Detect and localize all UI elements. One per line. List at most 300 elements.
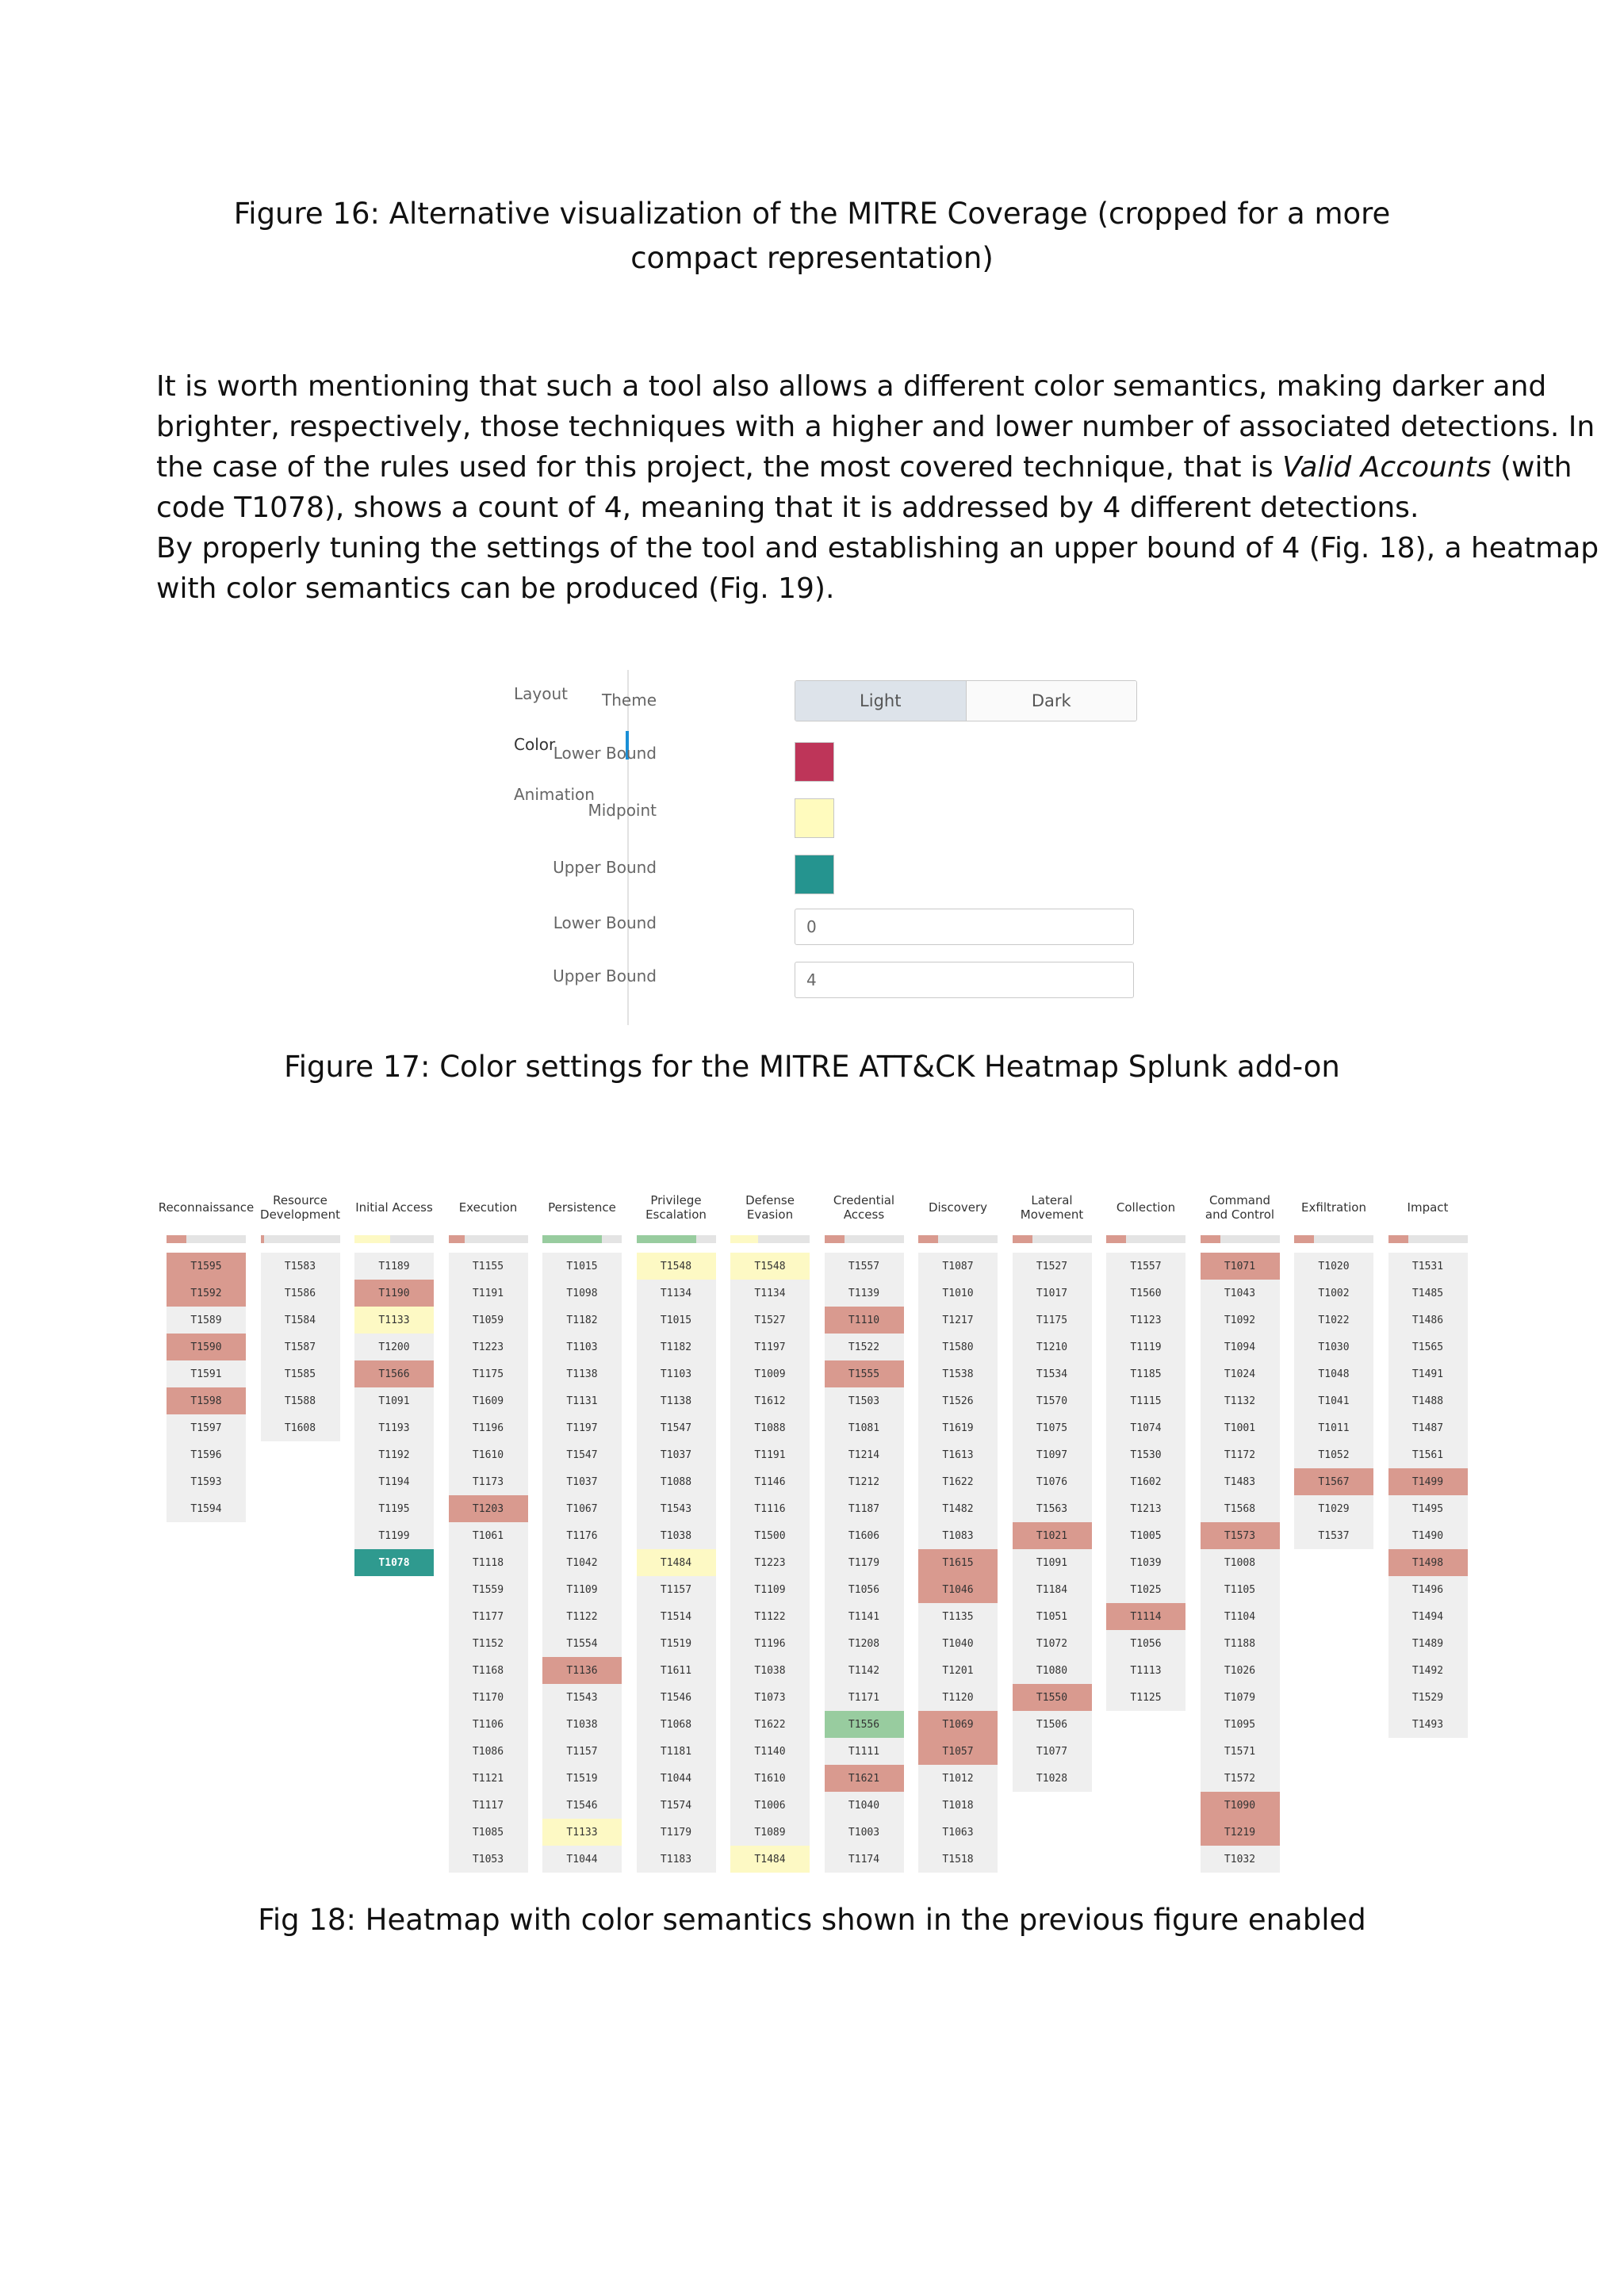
technique-cell[interactable]: T1141 bbox=[848, 1610, 880, 1623]
technique-cell[interactable]: T1011 bbox=[1318, 1422, 1350, 1434]
lower-bound-color-label: Lower Bound bbox=[553, 744, 657, 763]
technique-cell[interactable]: T1565 bbox=[1411, 1341, 1444, 1353]
technique-cell[interactable]: T1543 bbox=[660, 1502, 692, 1515]
technique-cell[interactable]: T1622 bbox=[942, 1475, 974, 1488]
technique-cell[interactable]: T1482 bbox=[942, 1502, 974, 1515]
technique-cell[interactable]: T1559 bbox=[472, 1583, 504, 1596]
technique-cell[interactable]: T1538 bbox=[942, 1368, 974, 1380]
technique-cell[interactable]: T1190 bbox=[354, 1280, 434, 1307]
technique-cell[interactable]: T1010 bbox=[942, 1287, 974, 1299]
technique-cell[interactable]: T1483 bbox=[1224, 1475, 1256, 1488]
technique-cell[interactable]: T1041 bbox=[1318, 1395, 1350, 1407]
technique-cell[interactable]: T1081 bbox=[848, 1422, 880, 1434]
technique-cell[interactable]: T1182 bbox=[566, 1314, 598, 1326]
technique-cell[interactable]: T1068 bbox=[660, 1718, 692, 1731]
technique-cell[interactable]: T1173 bbox=[472, 1475, 504, 1488]
technique-cell[interactable]: T1044 bbox=[660, 1772, 692, 1785]
technique-cell[interactable]: T1594 bbox=[190, 1502, 222, 1515]
technique-cell[interactable]: T1500 bbox=[754, 1529, 786, 1542]
theme-toggle[interactable] bbox=[795, 680, 1137, 721]
technique-cell[interactable]: T1025 bbox=[1130, 1583, 1162, 1596]
technique-cell[interactable]: T1570 bbox=[1036, 1395, 1068, 1407]
technique-cell[interactable]: T1056 bbox=[848, 1583, 880, 1596]
technique-cell[interactable]: T1543 bbox=[566, 1691, 598, 1704]
technique-cell[interactable]: T1181 bbox=[660, 1745, 692, 1758]
technique-cell[interactable]: T1557 bbox=[848, 1260, 880, 1272]
technique-cell[interactable]: T1039 bbox=[1130, 1556, 1162, 1569]
technique-cell[interactable]: T1573 bbox=[1201, 1522, 1280, 1549]
technique-cell[interactable]: T1133 bbox=[354, 1307, 434, 1334]
tactic-column bbox=[1388, 1191, 1468, 1738]
technique-cell[interactable]: T1009 bbox=[754, 1368, 786, 1380]
tactic-coverage-fill bbox=[542, 1235, 602, 1243]
lower-bound-color-swatch[interactable] bbox=[795, 742, 834, 782]
figure-18-caption: Fig 18: Heatmap with color semantics shown in the previous figure enabled bbox=[258, 1903, 1366, 1937]
technique-cell[interactable]: T1176 bbox=[566, 1529, 598, 1542]
technique-cell[interactable]: T1157 bbox=[660, 1583, 692, 1596]
technique-cell[interactable]: T1057 bbox=[918, 1738, 998, 1765]
technique-cell[interactable]: T1537 bbox=[1318, 1529, 1350, 1542]
technique-cell[interactable]: T1184 bbox=[1036, 1583, 1068, 1596]
technique-cell[interactable]: T1183 bbox=[660, 1853, 692, 1866]
paragraph-line: It is worth mentioning that such a tool also allows a different color semantics, making darker and bbox=[156, 370, 1547, 403]
technique-cell[interactable]: T1123 bbox=[1130, 1314, 1162, 1326]
technique-cell[interactable]: T1120 bbox=[942, 1691, 974, 1704]
theme-label: Theme bbox=[602, 691, 657, 710]
technique-cell[interactable]: T1548 bbox=[637, 1253, 716, 1280]
technique-cell[interactable]: T1071 bbox=[1201, 1253, 1280, 1280]
technique-cell[interactable]: T1037 bbox=[660, 1448, 692, 1461]
technique-cell[interactable]: T1078 bbox=[354, 1549, 434, 1576]
technique-cell[interactable]: T1125 bbox=[1130, 1691, 1162, 1704]
technique-cell[interactable]: T1098 bbox=[566, 1287, 598, 1299]
technique-cell[interactable]: T1106 bbox=[472, 1718, 504, 1731]
technique-cell[interactable]: T1531 bbox=[1411, 1260, 1444, 1272]
technique-cell[interactable]: T1518 bbox=[942, 1853, 974, 1866]
technique-list bbox=[637, 1253, 716, 1873]
tactic-coverage-fill bbox=[1388, 1235, 1408, 1243]
technique-cell[interactable]: T1134 bbox=[754, 1287, 786, 1299]
technique-cell[interactable]: T1527 bbox=[754, 1314, 786, 1326]
technique-cell[interactable]: T1103 bbox=[566, 1341, 598, 1353]
technique-cell[interactable]: T1067 bbox=[566, 1502, 598, 1515]
technique-cell[interactable]: T1597 bbox=[190, 1422, 222, 1434]
technique-cell[interactable]: T1119 bbox=[1130, 1341, 1162, 1353]
technique-cell[interactable]: T1103 bbox=[660, 1368, 692, 1380]
tactic-coverage-fill bbox=[637, 1235, 696, 1243]
technique-cell[interactable]: T1563 bbox=[1036, 1502, 1068, 1515]
technique-cell[interactable]: T1118 bbox=[472, 1556, 504, 1569]
technique-cell[interactable]: T1561 bbox=[1411, 1448, 1444, 1461]
technique-cell[interactable]: T1195 bbox=[378, 1502, 410, 1515]
technique-cell[interactable]: T1571 bbox=[1224, 1745, 1256, 1758]
technique-cell[interactable]: T1592 bbox=[167, 1280, 246, 1307]
technique-cell[interactable]: T1056 bbox=[1130, 1637, 1162, 1650]
technique-cell[interactable]: T1208 bbox=[848, 1637, 880, 1650]
technique-cell[interactable]: T1530 bbox=[1130, 1448, 1162, 1461]
technique-cell[interactable]: T1566 bbox=[354, 1360, 434, 1387]
technique-cell[interactable]: T1111 bbox=[848, 1745, 880, 1758]
technique-cell[interactable]: T1069 bbox=[918, 1711, 998, 1738]
technique-cell[interactable]: T1219 bbox=[1201, 1819, 1280, 1846]
technique-cell[interactable]: T1519 bbox=[566, 1772, 598, 1785]
technique-cell[interactable]: T1527 bbox=[1036, 1260, 1068, 1272]
technique-cell[interactable]: T1172 bbox=[1224, 1448, 1256, 1461]
technique-cell[interactable]: T1491 bbox=[1411, 1368, 1444, 1380]
technique-cell[interactable]: T1105 bbox=[1224, 1583, 1256, 1596]
technique-cell[interactable]: T1053 bbox=[472, 1853, 504, 1866]
technique-cell[interactable]: T1557 bbox=[1130, 1260, 1162, 1272]
technique-cell[interactable]: T1179 bbox=[660, 1826, 692, 1839]
technique-cell[interactable]: T1585 bbox=[284, 1368, 316, 1380]
figure-16-caption: Figure 16: Alternative visualization of the MITRE Coverage (cropped for a more compact representation) bbox=[233, 197, 1391, 275]
technique-cell[interactable]: T1529 bbox=[1411, 1691, 1444, 1704]
technique-cell[interactable]: T1498 bbox=[1388, 1549, 1468, 1576]
technique-cell[interactable]: T1157 bbox=[566, 1745, 598, 1758]
technique-cell[interactable]: T1140 bbox=[754, 1745, 786, 1758]
technique-cell[interactable]: T1018 bbox=[942, 1799, 974, 1812]
technique-cell[interactable]: T1091 bbox=[1036, 1556, 1068, 1569]
technique-cell[interactable]: T1168 bbox=[472, 1664, 504, 1677]
technique-cell[interactable]: T1030 bbox=[1318, 1341, 1350, 1353]
technique-cell[interactable]: T1088 bbox=[754, 1422, 786, 1434]
technique-cell[interactable]: T1213 bbox=[1130, 1502, 1162, 1515]
technique-cell[interactable]: T1017 bbox=[1036, 1287, 1068, 1299]
technique-cell[interactable]: T1038 bbox=[754, 1664, 786, 1677]
technique-cell[interactable]: T1115 bbox=[1130, 1395, 1162, 1407]
technique-cell[interactable]: T1584 bbox=[284, 1314, 316, 1326]
technique-cell[interactable]: T1040 bbox=[942, 1637, 974, 1650]
tactic-header: Persistence bbox=[548, 1200, 616, 1215]
technique-cell[interactable]: T1210 bbox=[1036, 1341, 1068, 1353]
technique-cell[interactable]: T1042 bbox=[566, 1556, 598, 1569]
technique-cell[interactable]: T1171 bbox=[848, 1691, 880, 1704]
technique-cell[interactable]: T1619 bbox=[942, 1422, 974, 1434]
technique-cell[interactable]: T1609 bbox=[472, 1395, 504, 1407]
technique-cell[interactable]: T1590 bbox=[167, 1334, 246, 1360]
technique-cell[interactable]: T1109 bbox=[566, 1583, 598, 1596]
technique-cell[interactable]: T1134 bbox=[660, 1287, 692, 1299]
technique-cell[interactable]: T1089 bbox=[754, 1826, 786, 1839]
technique-cell[interactable]: T1189 bbox=[378, 1260, 410, 1272]
technique-cell[interactable]: T1012 bbox=[942, 1772, 974, 1785]
technique-cell[interactable]: T1006 bbox=[754, 1799, 786, 1812]
technique-cell[interactable]: T1580 bbox=[942, 1341, 974, 1353]
technique-cell[interactable]: T1496 bbox=[1411, 1583, 1444, 1596]
technique-cell[interactable]: T1002 bbox=[1318, 1287, 1350, 1299]
technique-cell[interactable]: T1199 bbox=[378, 1529, 410, 1542]
technique-cell[interactable]: T1008 bbox=[1224, 1556, 1256, 1569]
technique-cell[interactable]: T1051 bbox=[1036, 1610, 1068, 1623]
technique-cell[interactable]: T1602 bbox=[1130, 1475, 1162, 1488]
technique-cell[interactable]: T1076 bbox=[1036, 1475, 1068, 1488]
technique-cell[interactable]: T1622 bbox=[754, 1718, 786, 1731]
technique-cell[interactable]: T1022 bbox=[1318, 1314, 1350, 1326]
technique-cell[interactable]: T1574 bbox=[660, 1799, 692, 1812]
technique-cell[interactable]: T1170 bbox=[472, 1691, 504, 1704]
technique-cell[interactable]: T1073 bbox=[754, 1691, 786, 1704]
technique-cell[interactable]: T1116 bbox=[754, 1502, 786, 1515]
technique-cell[interactable]: T1146 bbox=[754, 1475, 786, 1488]
technique-cell[interactable]: T1560 bbox=[1130, 1287, 1162, 1299]
technique-cell[interactable]: T1138 bbox=[660, 1395, 692, 1407]
technique-list bbox=[825, 1253, 904, 1873]
technique-cell[interactable]: T1606 bbox=[848, 1529, 880, 1542]
technique-cell[interactable]: T1175 bbox=[1036, 1314, 1068, 1326]
technique-cell[interactable]: T1499 bbox=[1388, 1468, 1468, 1495]
technique-cell[interactable]: T1122 bbox=[754, 1610, 786, 1623]
technique-cell[interactable]: T1072 bbox=[1036, 1637, 1068, 1650]
tab-layout[interactable]: Layout bbox=[514, 684, 568, 703]
technique-cell[interactable]: T1526 bbox=[942, 1395, 974, 1407]
technique-cell[interactable]: T1187 bbox=[848, 1502, 880, 1515]
technique-list bbox=[167, 1253, 246, 1522]
technique-cell[interactable]: T1503 bbox=[848, 1395, 880, 1407]
technique-cell[interactable]: T1197 bbox=[566, 1422, 598, 1434]
technique-cell[interactable]: T1177 bbox=[472, 1610, 504, 1623]
technique-cell[interactable]: T1203 bbox=[449, 1495, 528, 1522]
technique-cell[interactable]: T1063 bbox=[942, 1826, 974, 1839]
technique-cell[interactable]: T1090 bbox=[1201, 1792, 1280, 1819]
tab-color[interactable]: Color bbox=[514, 735, 556, 754]
technique-list bbox=[354, 1253, 434, 1576]
technique-cell[interactable]: T1024 bbox=[1224, 1368, 1256, 1380]
technique-cell[interactable]: T1608 bbox=[284, 1422, 316, 1434]
technique-cell[interactable]: T1587 bbox=[284, 1341, 316, 1353]
technique-cell[interactable]: T1003 bbox=[848, 1826, 880, 1839]
technique-cell[interactable]: T1556 bbox=[825, 1711, 904, 1738]
technique-cell[interactable]: T1135 bbox=[942, 1610, 974, 1623]
technique-cell[interactable]: T1142 bbox=[848, 1664, 880, 1677]
technique-cell[interactable]: T1139 bbox=[848, 1287, 880, 1299]
technique-cell[interactable]: T1121 bbox=[472, 1772, 504, 1785]
technique-cell[interactable]: T1188 bbox=[1224, 1637, 1256, 1650]
upper-bound-value-label: Upper Bound bbox=[553, 966, 657, 985]
technique-cell[interactable]: T1015 bbox=[566, 1260, 598, 1272]
technique-list bbox=[449, 1253, 528, 1873]
technique-cell[interactable]: T1506 bbox=[1036, 1718, 1068, 1731]
technique-cell[interactable]: T1046 bbox=[918, 1576, 998, 1603]
technique-cell[interactable]: T1015 bbox=[660, 1314, 692, 1326]
technique-cell[interactable]: T1615 bbox=[918, 1549, 998, 1576]
technique-cell[interactable]: T1554 bbox=[566, 1637, 598, 1650]
technique-cell[interactable]: T1546 bbox=[566, 1799, 598, 1812]
technique-cell[interactable]: T1029 bbox=[1318, 1502, 1350, 1515]
technique-cell[interactable]: T1061 bbox=[472, 1529, 504, 1542]
technique-cell[interactable]: T1596 bbox=[190, 1448, 222, 1461]
technique-cell[interactable]: T1097 bbox=[1036, 1448, 1068, 1461]
technique-cell[interactable]: T1132 bbox=[1224, 1395, 1256, 1407]
technique-cell[interactable]: T1175 bbox=[472, 1368, 504, 1380]
technique-cell[interactable]: T1080 bbox=[1036, 1664, 1068, 1677]
paragraph-line: brighter, respectively, those techniques with a higher and lower number of associated detections. In bbox=[156, 411, 1595, 443]
tactic-coverage-bar bbox=[1013, 1235, 1092, 1243]
technique-cell[interactable]: T1110 bbox=[825, 1307, 904, 1334]
technique-cell[interactable]: T1001 bbox=[1224, 1422, 1256, 1434]
technique-cell[interactable]: T1059 bbox=[472, 1314, 504, 1326]
technique-cell[interactable]: T1087 bbox=[942, 1260, 974, 1272]
italic-term: Valid Accounts bbox=[1282, 451, 1492, 484]
technique-cell[interactable]: T1588 bbox=[284, 1395, 316, 1407]
technique-cell[interactable]: T1212 bbox=[848, 1475, 880, 1488]
technique-cell[interactable]: T1493 bbox=[1411, 1718, 1444, 1731]
technique-cell[interactable]: T1486 bbox=[1411, 1314, 1444, 1326]
technique-cell[interactable]: T1122 bbox=[566, 1610, 598, 1623]
technique-cell[interactable]: T1548 bbox=[730, 1253, 810, 1280]
technique-cell[interactable]: T1488 bbox=[1411, 1395, 1444, 1407]
tactic-coverage-fill bbox=[1201, 1235, 1220, 1243]
technique-cell[interactable]: T1586 bbox=[284, 1287, 316, 1299]
technique-cell[interactable]: T1109 bbox=[754, 1583, 786, 1596]
technique-cell[interactable]: T1026 bbox=[1224, 1664, 1256, 1677]
technique-cell[interactable]: T1113 bbox=[1130, 1664, 1162, 1677]
technique-cell[interactable]: T1088 bbox=[660, 1475, 692, 1488]
technique-cell[interactable]: T1085 bbox=[472, 1826, 504, 1839]
technique-cell[interactable]: T1038 bbox=[660, 1529, 692, 1542]
technique-cell[interactable]: T1196 bbox=[472, 1422, 504, 1434]
technique-cell[interactable]: T1598 bbox=[167, 1387, 246, 1414]
technique-cell[interactable]: T1589 bbox=[190, 1314, 222, 1326]
technique-cell[interactable]: T1191 bbox=[754, 1448, 786, 1461]
tactic-coverage-bar bbox=[1388, 1235, 1468, 1243]
technique-cell[interactable]: T1138 bbox=[566, 1368, 598, 1380]
tactic-column bbox=[158, 1191, 255, 1522]
technique-cell[interactable]: T1136 bbox=[542, 1657, 622, 1684]
technique-cell[interactable]: T1133 bbox=[542, 1819, 622, 1846]
technique-cell[interactable]: T1484 bbox=[637, 1549, 716, 1576]
technique-cell[interactable]: T1021 bbox=[1013, 1522, 1092, 1549]
technique-cell[interactable]: T1591 bbox=[190, 1368, 222, 1380]
color-settings-panel bbox=[500, 670, 1150, 1027]
technique-cell[interactable]: T1094 bbox=[1224, 1341, 1256, 1353]
technique-cell[interactable]: T1086 bbox=[472, 1745, 504, 1758]
technique-cell[interactable]: T1514 bbox=[660, 1610, 692, 1623]
tactic-header: Credential Access bbox=[833, 1193, 895, 1222]
technique-cell[interactable]: T1494 bbox=[1411, 1610, 1444, 1623]
technique-list bbox=[1013, 1253, 1092, 1792]
technique-cell[interactable]: T1040 bbox=[848, 1799, 880, 1812]
technique-cell[interactable]: T1037 bbox=[566, 1475, 598, 1488]
technique-cell[interactable]: T1223 bbox=[754, 1556, 786, 1569]
technique-cell[interactable]: T1621 bbox=[825, 1765, 904, 1792]
technique-cell[interactable]: T1114 bbox=[1106, 1603, 1185, 1630]
tactic-header: Collection bbox=[1116, 1200, 1176, 1215]
technique-cell[interactable]: T1593 bbox=[190, 1475, 222, 1488]
technique-list bbox=[1294, 1253, 1373, 1549]
tactic-header: Discovery bbox=[928, 1200, 988, 1215]
technique-cell[interactable]: T1052 bbox=[1318, 1448, 1350, 1461]
technique-cell[interactable]: T1568 bbox=[1224, 1502, 1256, 1515]
technique-cell[interactable]: T1043 bbox=[1224, 1287, 1256, 1299]
technique-cell[interactable]: T1612 bbox=[754, 1395, 786, 1407]
technique-cell[interactable]: T1185 bbox=[1130, 1368, 1162, 1380]
technique-cell[interactable]: T1223 bbox=[472, 1341, 504, 1353]
technique-cell[interactable]: T1117 bbox=[472, 1799, 504, 1812]
technique-cell[interactable]: T1191 bbox=[472, 1287, 504, 1299]
technique-cell[interactable]: T1567 bbox=[1294, 1468, 1373, 1495]
technique-cell[interactable]: T1519 bbox=[660, 1637, 692, 1650]
technique-cell[interactable]: T1555 bbox=[825, 1360, 904, 1387]
technique-cell[interactable]: T1197 bbox=[754, 1341, 786, 1353]
theme-dark-option[interactable]: Dark bbox=[967, 681, 1137, 721]
technique-cell[interactable]: T1174 bbox=[848, 1853, 880, 1866]
technique-cell[interactable]: T1091 bbox=[378, 1395, 410, 1407]
technique-cell[interactable]: T1487 bbox=[1411, 1422, 1444, 1434]
technique-cell[interactable]: T1613 bbox=[942, 1448, 974, 1461]
technique-cell[interactable]: T1077 bbox=[1036, 1745, 1068, 1758]
technique-cell[interactable]: T1485 bbox=[1411, 1287, 1444, 1299]
technique-cell[interactable]: T1152 bbox=[472, 1637, 504, 1650]
technique-cell[interactable]: T1155 bbox=[472, 1260, 504, 1272]
technique-cell[interactable]: T1610 bbox=[472, 1448, 504, 1461]
technique-cell[interactable]: T1611 bbox=[660, 1664, 692, 1677]
technique-cell[interactable]: T1044 bbox=[566, 1853, 598, 1866]
upper-bound-color-swatch[interactable] bbox=[795, 855, 834, 894]
technique-cell[interactable]: T1104 bbox=[1224, 1610, 1256, 1623]
technique-cell[interactable]: T1492 bbox=[1411, 1664, 1444, 1677]
tactic-column bbox=[1201, 1191, 1280, 1873]
upper-bound-input[interactable]: 4 bbox=[795, 962, 1134, 998]
theme-light-option[interactable]: Light bbox=[795, 681, 967, 721]
technique-cell[interactable]: T1572 bbox=[1224, 1772, 1256, 1785]
technique-cell[interactable]: T1083 bbox=[942, 1529, 974, 1542]
tactic-header: Reconnaissance bbox=[158, 1200, 255, 1215]
technique-cell[interactable]: T1217 bbox=[942, 1314, 974, 1326]
technique-cell[interactable]: T1079 bbox=[1224, 1691, 1256, 1704]
technique-cell[interactable]: T1032 bbox=[1224, 1853, 1256, 1866]
technique-cell[interactable]: T1534 bbox=[1036, 1368, 1068, 1380]
technique-cell[interactable]: T1595 bbox=[167, 1253, 246, 1280]
technique-cell[interactable]: T1131 bbox=[566, 1395, 598, 1407]
technique-cell[interactable]: T1550 bbox=[1013, 1684, 1092, 1711]
technique-cell[interactable]: T1214 bbox=[848, 1448, 880, 1461]
technique-cell[interactable]: T1179 bbox=[848, 1556, 880, 1569]
technique-cell[interactable]: T1522 bbox=[848, 1341, 880, 1353]
technique-cell[interactable]: T1038 bbox=[566, 1718, 598, 1731]
technique-cell[interactable]: T1583 bbox=[284, 1260, 316, 1272]
technique-cell[interactable]: T1075 bbox=[1036, 1422, 1068, 1434]
technique-cell[interactable]: T1547 bbox=[660, 1422, 692, 1434]
technique-cell[interactable]: T1182 bbox=[660, 1341, 692, 1353]
technique-cell[interactable]: T1005 bbox=[1130, 1529, 1162, 1542]
technique-cell[interactable]: T1194 bbox=[378, 1475, 410, 1488]
technique-cell[interactable]: T1200 bbox=[378, 1341, 410, 1353]
technique-cell[interactable]: T1192 bbox=[378, 1448, 410, 1461]
technique-cell[interactable]: T1048 bbox=[1318, 1368, 1350, 1380]
technique-cell[interactable]: T1028 bbox=[1036, 1772, 1068, 1785]
technique-cell[interactable]: T1196 bbox=[754, 1637, 786, 1650]
technique-cell[interactable]: T1547 bbox=[566, 1448, 598, 1461]
tactic-coverage-bar bbox=[167, 1235, 246, 1243]
technique-cell[interactable]: T1489 bbox=[1411, 1637, 1444, 1650]
technique-cell[interactable]: T1495 bbox=[1411, 1502, 1444, 1515]
lower-bound-input[interactable]: 0 bbox=[795, 909, 1134, 945]
technique-cell[interactable]: T1020 bbox=[1318, 1260, 1350, 1272]
tactic-coverage-fill bbox=[730, 1235, 758, 1243]
technique-cell[interactable]: T1193 bbox=[378, 1422, 410, 1434]
technique-cell[interactable]: T1490 bbox=[1411, 1529, 1444, 1542]
technique-cell[interactable]: T1074 bbox=[1130, 1422, 1162, 1434]
tactic-coverage-bar bbox=[261, 1235, 340, 1243]
midpoint-color-swatch[interactable] bbox=[795, 798, 834, 838]
technique-cell[interactable]: T1095 bbox=[1224, 1718, 1256, 1731]
technique-cell[interactable]: T1201 bbox=[942, 1664, 974, 1677]
technique-cell[interactable]: T1484 bbox=[730, 1846, 810, 1873]
technique-cell[interactable]: T1092 bbox=[1224, 1314, 1256, 1326]
technique-cell[interactable]: T1610 bbox=[754, 1772, 786, 1785]
tab-animation[interactable]: Animation bbox=[514, 785, 595, 804]
technique-cell[interactable]: T1546 bbox=[660, 1691, 692, 1704]
